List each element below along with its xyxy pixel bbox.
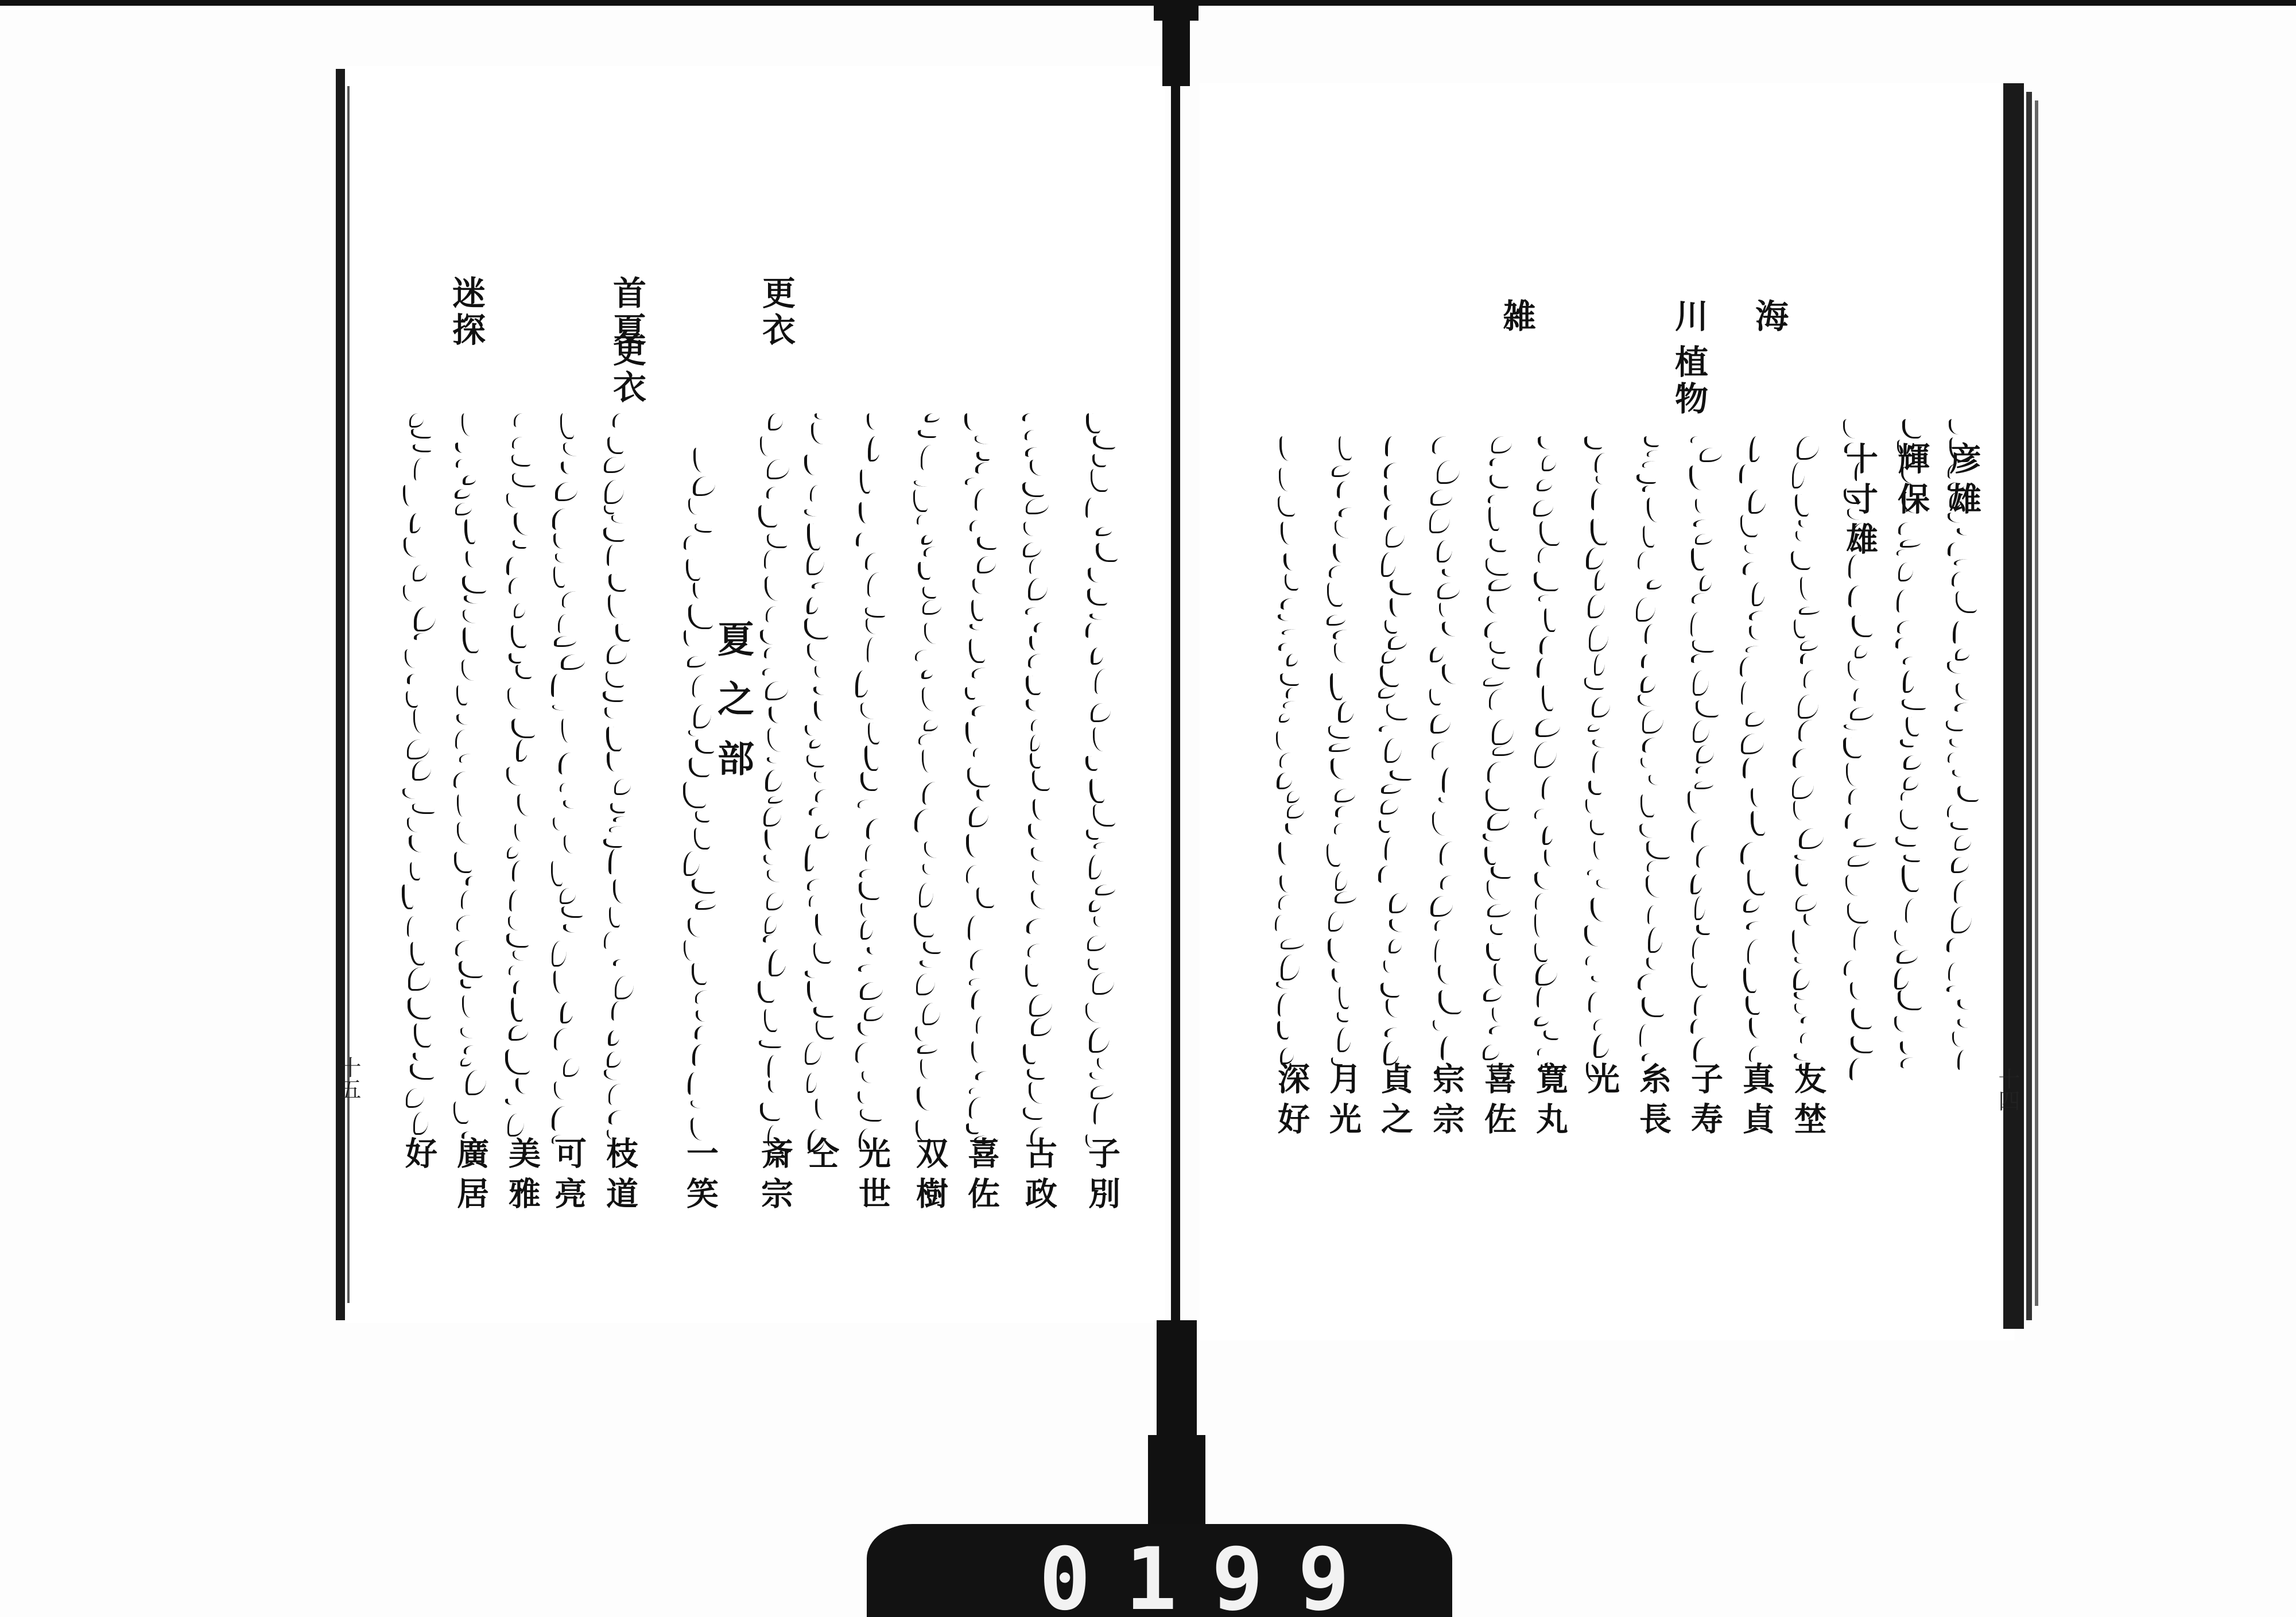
script-column (448, 413, 482, 1148)
right-author-6: 子寿 (1686, 1062, 1724, 1142)
bottom-clamp (1157, 1320, 1197, 1447)
right-author-5: 真貞 (1737, 1062, 1775, 1142)
right-author-3: 十寸雄 (1841, 442, 1879, 563)
script-column (677, 448, 712, 1148)
left-author-8: 一笑 (681, 1137, 719, 1217)
script-column (597, 413, 631, 1148)
script-column (1016, 413, 1050, 1148)
right-poet-group-1: 海 (1750, 298, 1789, 335)
left-author-11: 美雅 (503, 1137, 541, 1217)
right-author-2: 輝保 (1892, 442, 1930, 522)
left-author-9: 枝道 (601, 1137, 639, 1217)
left-poet-group-2b: 更衣 (607, 333, 646, 406)
script-column (1372, 436, 1406, 1079)
section-heading: 夏之部 (711, 620, 754, 799)
script-column (959, 413, 993, 1148)
left-page-number: 十五 (336, 1056, 361, 1100)
left-poet-group-3: 迷探 (447, 276, 486, 349)
left-author-10: 可亮 (549, 1137, 587, 1217)
right-poet-group-2a: 川 (1669, 298, 1708, 335)
right-poet-group-2b: 植物 (1669, 344, 1708, 418)
frame-number: 0199 (1039, 1530, 1384, 1617)
left-page-edge-shadow (347, 86, 350, 1303)
script-column (850, 413, 884, 1148)
left-author-3: 喜佐 (963, 1137, 1000, 1217)
left-author-1: 子別 (1083, 1137, 1121, 1217)
script-column (499, 413, 534, 1148)
script-column (752, 413, 786, 1148)
script-column (1475, 436, 1510, 1079)
script-column (1940, 419, 1975, 1073)
right-author-7: 糸長 (1634, 1062, 1672, 1142)
right-page-edge-2 (2026, 92, 2032, 1320)
left-author-7: 斎宗 (756, 1137, 794, 1217)
right-author-4: 友埜 (1789, 1062, 1827, 1142)
right-page-edge (2003, 83, 2024, 1329)
bottom-clamp-base (1148, 1435, 1205, 1527)
top-clamp-cap (1154, 6, 1199, 21)
script-column (1320, 436, 1355, 1079)
left-author-5: 光世 (854, 1137, 891, 1217)
script-column (396, 413, 430, 1148)
right-author-13: 月光 (1324, 1062, 1362, 1142)
script-column (1888, 419, 1923, 1073)
right-author-14: 深好 (1273, 1062, 1310, 1142)
right-author-8: 光 (1583, 1062, 1620, 1102)
left-page-edge (336, 69, 345, 1320)
right-author-1: 彦雄 (1944, 442, 1982, 522)
scan-top-border (0, 0, 2296, 6)
script-column (1079, 413, 1114, 1148)
script-column (1424, 436, 1458, 1079)
right-page-edge-3 (2035, 100, 2038, 1306)
right-author-12: 貞之 (1376, 1062, 1414, 1142)
left-poet-group-2a: 首夏 (607, 276, 646, 349)
script-column (1630, 436, 1665, 1079)
left-author-13: 好 (400, 1137, 438, 1177)
script-column (1682, 436, 1716, 1079)
right-author-10: 喜佐 (1479, 1062, 1517, 1142)
script-column (545, 413, 580, 1148)
script-column (1733, 436, 1768, 1079)
script-column (1527, 436, 1561, 1079)
left-author-4: 双樹 (911, 1137, 949, 1217)
left-author-6: 仝 (802, 1137, 840, 1177)
left-poet-group-1: 更衣 (757, 276, 796, 349)
script-column (1837, 419, 1871, 1073)
left-author-12: 廣居 (452, 1137, 490, 1217)
right-poet-group-3: 雑 (1497, 298, 1536, 335)
right-author-11: 宗宗 (1428, 1062, 1465, 1142)
script-column (1578, 436, 1613, 1079)
script-column (798, 413, 832, 1148)
right-author-9: 寛丸 (1531, 1062, 1569, 1142)
script-column (907, 413, 941, 1148)
left-author-2: 古政 (1020, 1137, 1058, 1217)
script-column (1785, 436, 1820, 1079)
right-page-number: 十四 (1995, 1068, 2020, 1111)
script-column (1269, 436, 1303, 1079)
